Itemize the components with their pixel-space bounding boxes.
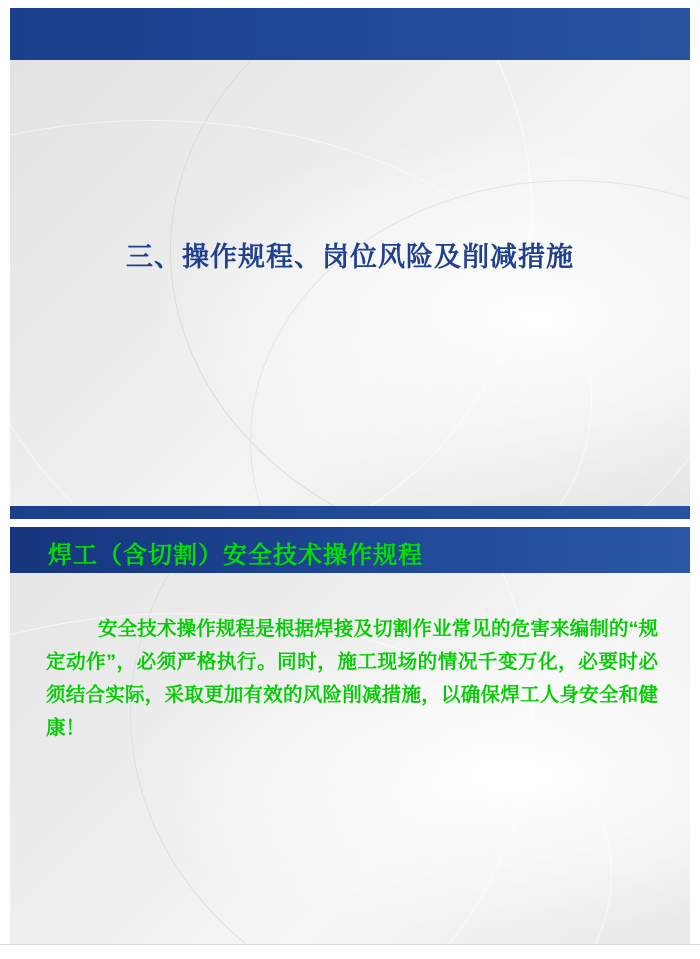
slide1-content-area	[10, 60, 690, 506]
slide-section-title	[10, 8, 690, 519]
slide2-header-bar	[10, 527, 690, 573]
page-title: 三、操作规程、岗位风险及削减措施	[126, 242, 574, 272]
slide-welding-rules	[10, 527, 690, 944]
slide1-top-band	[10, 8, 690, 60]
decorative-arc-icon	[250, 180, 690, 506]
slide1-bottom-band	[10, 506, 690, 519]
decorative-arc-icon	[170, 60, 690, 506]
decorative-arc-icon	[10, 60, 532, 506]
decorative-arc-icon	[10, 60, 690, 506]
slide2-heading: 焊工（含切割）安全技术操作规程	[48, 542, 423, 569]
decorative-arc-icon	[10, 120, 592, 506]
slide2-content-area	[10, 573, 690, 944]
slide2-body-text: 安全技术操作规程是根据焊接及切割作业常见的危害来编制的“规定动作”，必须严格执行。同时，施工现场的情况千变万化，必要时必须结合实际，采取更加有效的风险削减措施，以确保焊工人身安全和健康！	[46, 618, 658, 739]
page-bottom-strip	[0, 944, 700, 959]
